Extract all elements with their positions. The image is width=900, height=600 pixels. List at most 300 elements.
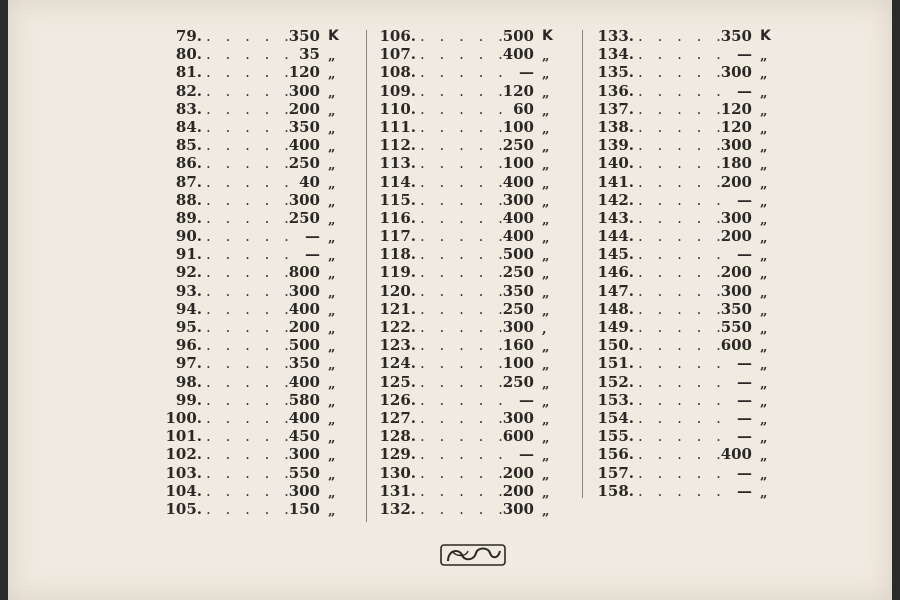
leader-dots: . . . . .: [638, 263, 726, 282]
currency-unit: „: [542, 503, 550, 519]
item-number: 139.: [597, 136, 634, 155]
table-row: [374, 245, 574, 263]
currency-unit: „: [542, 49, 550, 65]
item-price: —: [519, 63, 534, 82]
item-price: —: [305, 245, 320, 264]
leader-dots: . . . . .: [206, 336, 294, 355]
item-number: 102.: [165, 445, 202, 464]
item-number: 137.: [597, 99, 634, 118]
table-row: [592, 136, 792, 154]
leader-dots: . . . . .: [206, 27, 294, 45]
leader-dots: . . . . .: [638, 190, 726, 209]
leader-dots: . . . . .: [420, 499, 508, 518]
table-row: [160, 63, 360, 81]
item-price: —: [737, 463, 752, 482]
currency-unit: „: [760, 358, 768, 374]
item-price: 300: [720, 136, 752, 155]
item-price: 200: [502, 481, 534, 500]
item-price: 550: [288, 463, 320, 482]
item-price: 400: [288, 372, 320, 391]
currency-unit: „: [542, 303, 550, 319]
item-number: 110.: [379, 99, 416, 118]
currency-unit: „: [760, 394, 768, 410]
item-price: —: [519, 390, 534, 409]
item-price: 300: [502, 318, 534, 336]
item-number: 142.: [597, 190, 634, 209]
item-number: 124.: [379, 354, 416, 373]
currency-unit: „: [760, 194, 768, 210]
currency-unit: „: [760, 322, 768, 337]
item-price: 60: [513, 99, 534, 118]
table-row: [160, 464, 360, 482]
item-number: 138.: [597, 117, 634, 136]
item-price: —: [737, 81, 752, 100]
table-row: [592, 154, 792, 172]
item-price: 120: [288, 63, 320, 82]
item-price: —: [737, 481, 752, 500]
leader-dots: . . . . .: [638, 390, 726, 409]
currency-unit: „: [542, 431, 550, 447]
item-price: 120: [720, 99, 752, 118]
item-price: 300: [502, 499, 534, 518]
currency-unit: „: [760, 467, 768, 483]
currency-unit: „: [328, 121, 336, 137]
leader-dots: . . . . .: [638, 63, 726, 82]
table-row: [374, 482, 574, 500]
currency-unit: „: [542, 158, 550, 174]
item-number: 119.: [379, 263, 416, 282]
currency-unit: „: [328, 467, 336, 483]
item-price: —: [737, 372, 752, 391]
item-price: 250: [288, 208, 320, 227]
item-number: 120.: [379, 281, 416, 300]
item-number: 111.: [379, 117, 416, 136]
leader-dots: . . . . .: [638, 45, 726, 64]
item-price: 120: [720, 117, 752, 136]
item-price: 350: [288, 354, 320, 373]
leader-dots: . . . . .: [206, 281, 294, 300]
table-row: [374, 409, 574, 427]
item-number: 93.: [175, 281, 202, 300]
table-row: [592, 27, 792, 45]
item-price: 200: [720, 172, 752, 191]
table-row: [592, 45, 792, 63]
item-price: 200: [502, 463, 534, 482]
currency-unit: „: [760, 158, 768, 174]
currency-unit: „: [328, 394, 336, 410]
currency-unit: „: [328, 249, 336, 265]
item-number: 148.: [597, 299, 634, 318]
table-row: [374, 82, 574, 100]
leader-dots: . . . . .: [420, 445, 508, 464]
currency-unit: „: [760, 49, 768, 65]
leader-dots: . . . . .: [638, 99, 726, 118]
currency-unit: „: [760, 431, 768, 447]
leader-dots: . . . . .: [420, 390, 508, 409]
item-price: 120: [502, 81, 534, 100]
table-row: [592, 464, 792, 482]
table-row: [592, 354, 792, 372]
decorative-ornament-icon: [438, 541, 508, 569]
column-divider: [366, 30, 367, 522]
leader-dots: . . . . .: [206, 427, 294, 446]
leader-dots: . . . . .: [420, 63, 508, 82]
table-row: [592, 300, 792, 318]
table-row: [160, 409, 360, 427]
leader-dots: . . . . .: [206, 81, 294, 100]
leader-dots: . . . . .: [420, 208, 508, 227]
currency-unit: „: [760, 67, 768, 83]
item-number: 125.: [379, 372, 416, 391]
price-column-3: [592, 27, 792, 500]
item-price: —: [737, 408, 752, 427]
table-row: [160, 391, 360, 409]
currency-unit: „: [328, 194, 336, 210]
item-price: 250: [288, 154, 320, 173]
currency-unit: „: [328, 140, 336, 156]
item-number: 129.: [379, 445, 416, 464]
table-row: [374, 209, 574, 227]
table-row: [374, 191, 574, 209]
currency-unit: „: [760, 103, 768, 119]
table-row: [374, 464, 574, 482]
table-row: [160, 45, 360, 63]
leader-dots: . . . . .: [420, 172, 508, 191]
leader-dots: . . . . .: [206, 463, 294, 482]
leader-dots: . . . . .: [638, 463, 726, 482]
currency-unit: „: [760, 340, 768, 356]
table-row: [160, 427, 360, 445]
leader-dots: . . . . .: [638, 408, 726, 427]
item-price: 200: [720, 227, 752, 246]
item-price: —: [737, 45, 752, 64]
item-price: 300: [288, 445, 320, 464]
item-number: 144.: [597, 227, 634, 246]
leader-dots: . . . . .: [206, 99, 294, 118]
item-number: 88.: [175, 190, 202, 209]
table-row: [374, 500, 574, 518]
currency-unit: „: [542, 358, 550, 374]
column-divider: [582, 30, 583, 498]
document-page: [8, 0, 892, 600]
leader-dots: . . . . .: [638, 299, 726, 318]
leader-dots: . . . . .: [638, 281, 726, 300]
table-row: [592, 282, 792, 300]
leader-dots: . . . . .: [420, 81, 508, 100]
leader-dots: . . . . .: [638, 445, 726, 464]
item-number: 98.: [175, 372, 202, 391]
currency-unit: „: [542, 249, 550, 265]
item-number: 96.: [175, 336, 202, 355]
item-price: 100: [502, 117, 534, 136]
currency-unit: „: [542, 212, 550, 228]
item-price: —: [737, 245, 752, 264]
table-row: [160, 118, 360, 136]
item-number: 108.: [379, 63, 416, 82]
currency-unit: „: [760, 303, 768, 319]
item-price: 400: [502, 172, 534, 191]
currency-unit: ,: [542, 322, 547, 337]
item-number: 123.: [379, 336, 416, 355]
currency-unit: „: [328, 503, 336, 519]
item-price: 350: [502, 281, 534, 300]
currency-unit: „: [542, 121, 550, 137]
item-number: 152.: [597, 372, 634, 391]
table-row: [374, 336, 574, 354]
currency-unit: „: [760, 376, 768, 392]
leader-dots: . . . . .: [206, 172, 294, 191]
table-row: [160, 136, 360, 154]
item-price: 300: [502, 408, 534, 427]
leader-dots: . . . . .: [206, 372, 294, 391]
item-number: 150.: [597, 336, 634, 355]
table-row: [160, 318, 360, 336]
item-number: 104.: [165, 481, 202, 500]
item-number: 79.: [175, 27, 202, 45]
currency-unit: „: [328, 67, 336, 83]
currency-unit: „: [760, 285, 768, 301]
item-number: 100.: [165, 408, 202, 427]
item-price: 800: [288, 263, 320, 282]
leader-dots: . . . . .: [638, 117, 726, 136]
item-price: 350: [288, 27, 320, 45]
item-number: 112.: [379, 136, 416, 155]
leader-dots: . . . . .: [206, 45, 294, 64]
item-number: 154.: [597, 408, 634, 427]
item-number: 126.: [379, 390, 416, 409]
table-row: [374, 318, 574, 336]
table-row: [160, 373, 360, 391]
item-number: 136.: [597, 81, 634, 100]
item-price: 300: [720, 63, 752, 82]
item-number: 107.: [379, 45, 416, 64]
leader-dots: . . . . .: [206, 190, 294, 209]
item-price: —: [305, 227, 320, 246]
item-number: 128.: [379, 427, 416, 446]
leader-dots: . . . . .: [420, 408, 508, 427]
item-price: 200: [288, 99, 320, 118]
currency-unit: „: [328, 231, 336, 247]
table-row: [160, 173, 360, 191]
currency-unit: „: [542, 267, 550, 283]
table-row: [374, 45, 574, 63]
currency-unit: „: [328, 212, 336, 228]
leader-dots: . . . . .: [638, 27, 726, 45]
item-number: 115.: [379, 190, 416, 209]
item-price: 100: [502, 154, 534, 173]
item-number: 89.: [175, 208, 202, 227]
currency-unit: „: [542, 340, 550, 356]
item-number: 117.: [379, 227, 416, 246]
currency-unit: „: [328, 431, 336, 447]
table-row: [592, 373, 792, 391]
currency-unit: „: [328, 376, 336, 392]
leader-dots: . . . . .: [638, 354, 726, 373]
item-number: 153.: [597, 390, 634, 409]
currency-unit: „: [542, 485, 550, 501]
leader-dots: . . . . .: [420, 481, 508, 500]
currency-unit: „: [328, 358, 336, 374]
currency-unit: „: [542, 467, 550, 483]
currency-unit: „: [542, 194, 550, 210]
item-number: 156.: [597, 445, 634, 464]
leader-dots: . . . . .: [638, 172, 726, 191]
leader-dots: . . . . .: [206, 354, 294, 373]
leader-dots: . . . . .: [206, 63, 294, 82]
table-row: [160, 82, 360, 100]
currency-unit: „: [760, 121, 768, 137]
item-price: 150: [288, 499, 320, 518]
item-number: 145.: [597, 245, 634, 264]
table-row: [374, 63, 574, 81]
leader-dots: . . . . .: [420, 190, 508, 209]
table-row: [374, 282, 574, 300]
table-row: [592, 118, 792, 136]
item-price: 300: [288, 281, 320, 300]
table-row: [374, 27, 574, 45]
table-row: [374, 354, 574, 372]
leader-dots: . . . . .: [638, 136, 726, 155]
table-row: [592, 391, 792, 409]
item-number: 84.: [175, 117, 202, 136]
currency-unit: K: [760, 28, 771, 44]
item-price: 350: [288, 117, 320, 136]
currency-unit: „: [328, 303, 336, 319]
item-number: 155.: [597, 427, 634, 446]
leader-dots: . . . . .: [420, 281, 508, 300]
item-price: 300: [720, 281, 752, 300]
table-row: [592, 336, 792, 354]
item-price: 250: [502, 136, 534, 155]
currency-unit: „: [542, 412, 550, 428]
table-row: [374, 300, 574, 318]
item-number: 106.: [379, 27, 416, 45]
table-row: [592, 191, 792, 209]
item-number: 141.: [597, 172, 634, 191]
item-price: 180: [720, 154, 752, 173]
currency-unit: „: [542, 376, 550, 392]
table-row: [374, 154, 574, 172]
table-row: [160, 482, 360, 500]
item-number: 134.: [597, 45, 634, 64]
item-number: 131.: [379, 481, 416, 500]
item-number: 114.: [379, 172, 416, 191]
leader-dots: . . . . .: [420, 154, 508, 173]
item-number: 157.: [597, 463, 634, 482]
currency-unit: „: [542, 285, 550, 301]
item-price: 580: [288, 390, 320, 409]
item-price: 200: [720, 263, 752, 282]
item-number: 133.: [597, 27, 634, 45]
currency-unit: „: [760, 449, 768, 465]
table-row: [160, 500, 360, 518]
table-row: [374, 136, 574, 154]
item-price: 400: [502, 227, 534, 246]
leader-dots: . . . . .: [206, 245, 294, 264]
currency-unit: „: [328, 49, 336, 65]
currency-unit: „: [328, 158, 336, 174]
leader-dots: . . . . .: [206, 481, 294, 500]
item-price: —: [737, 190, 752, 209]
table-row: [160, 245, 360, 263]
table-row: [374, 263, 574, 281]
table-row: [374, 118, 574, 136]
currency-unit: „: [760, 485, 768, 501]
table-row: [592, 173, 792, 191]
currency-unit: „: [328, 176, 336, 192]
table-row: [374, 227, 574, 245]
leader-dots: . . . . .: [420, 336, 508, 355]
item-price: 300: [720, 208, 752, 227]
item-price: 500: [502, 245, 534, 264]
table-row: [160, 445, 360, 463]
currency-unit: „: [328, 485, 336, 501]
price-column-2: [374, 27, 574, 518]
currency-unit: „: [760, 140, 768, 156]
table-row: [374, 100, 574, 118]
item-price: 400: [288, 136, 320, 155]
table-row: [592, 227, 792, 245]
table-row: [160, 154, 360, 172]
table-row: [160, 263, 360, 281]
item-number: 83.: [175, 99, 202, 118]
leader-dots: . . . . .: [206, 299, 294, 318]
item-number: 118.: [379, 245, 416, 264]
leader-dots: . . . . .: [420, 463, 508, 482]
leader-dots: . . . . .: [420, 354, 508, 373]
item-price: 500: [288, 336, 320, 355]
currency-unit: „: [328, 267, 336, 283]
item-price: 100: [502, 354, 534, 373]
currency-unit: „: [760, 212, 768, 228]
currency-unit: „: [760, 249, 768, 265]
item-number: 99.: [175, 390, 202, 409]
currency-unit: K: [328, 28, 339, 44]
table-row: [374, 445, 574, 463]
item-number: 85.: [175, 136, 202, 155]
leader-dots: . . . . .: [638, 208, 726, 227]
item-number: 105.: [165, 499, 202, 518]
leader-dots: . . . . .: [420, 299, 508, 318]
leader-dots: . . . . .: [420, 136, 508, 155]
currency-unit: „: [328, 340, 336, 356]
item-number: 127.: [379, 408, 416, 427]
leader-dots: . . . . .: [420, 99, 508, 118]
currency-unit: „: [328, 103, 336, 119]
item-number: 92.: [175, 263, 202, 282]
item-number: 132.: [379, 499, 416, 518]
table-row: [592, 82, 792, 100]
item-price: —: [519, 445, 534, 464]
table-row: [592, 63, 792, 81]
item-price: 350: [720, 299, 752, 318]
item-number: 87.: [175, 172, 202, 191]
table-row: [160, 27, 360, 45]
item-number: 140.: [597, 154, 634, 173]
table-row: [592, 409, 792, 427]
leader-dots: . . . . .: [206, 208, 294, 227]
item-price: 600: [720, 336, 752, 355]
leader-dots: . . . . .: [420, 227, 508, 246]
currency-unit: „: [328, 285, 336, 301]
item-price: —: [737, 390, 752, 409]
item-price: 300: [502, 190, 534, 209]
leader-dots: . . . . .: [206, 445, 294, 464]
item-price: 400: [502, 45, 534, 64]
table-row: [374, 373, 574, 391]
leader-dots: . . . . .: [206, 263, 294, 282]
item-price: 300: [288, 190, 320, 209]
